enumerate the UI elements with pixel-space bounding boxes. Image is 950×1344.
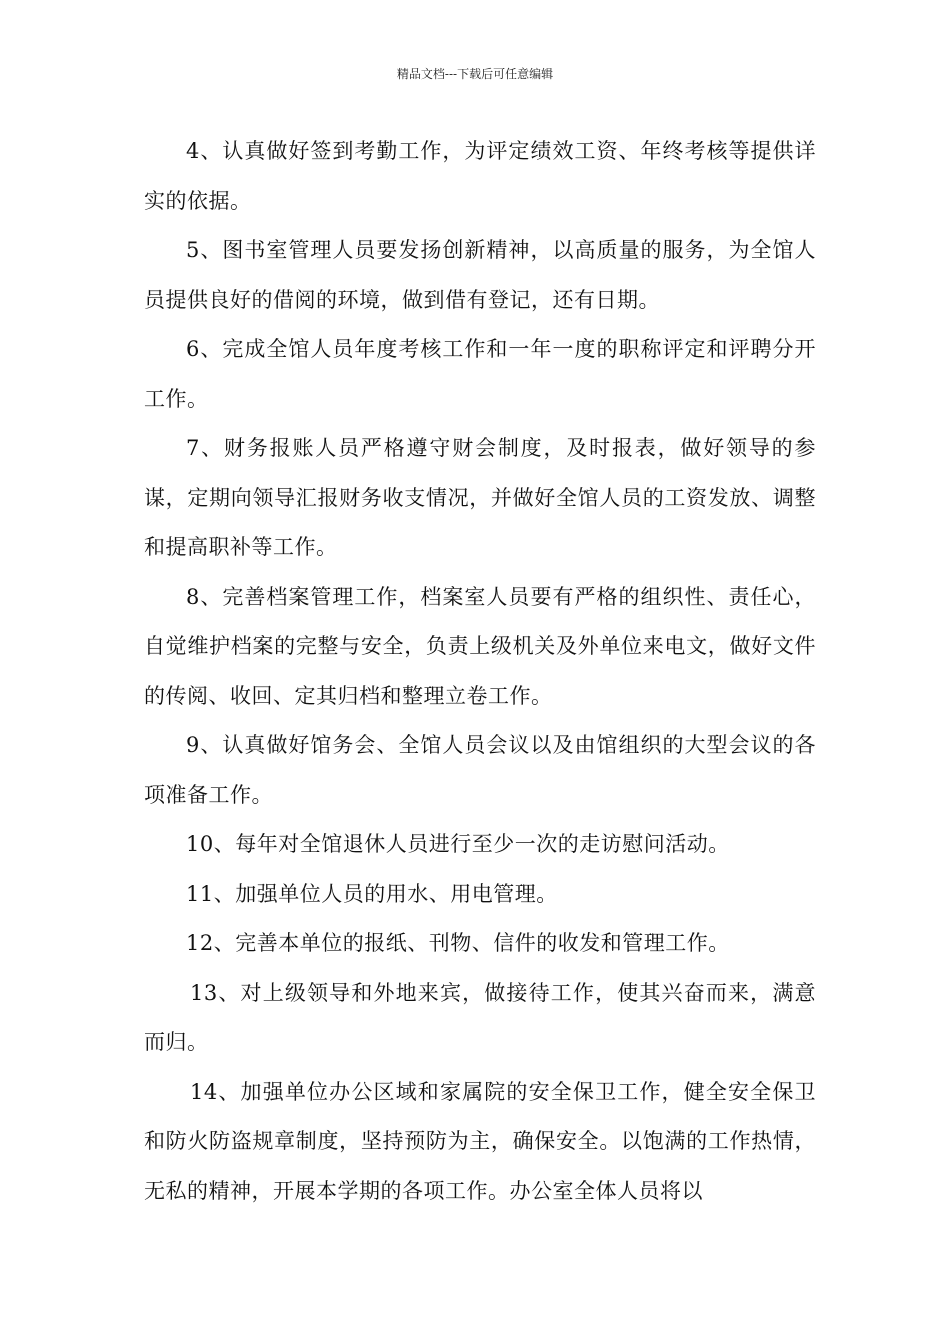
paragraph-item-9: 9、认真做好馆务会、全馆人员会议以及由馆组织的大型会议的各项准备工作。 (144, 733, 816, 807)
paragraph-item-10: 10、每年对全馆退休人员进行至少一次的走访慰问活动。 (186, 832, 730, 856)
paragraph-item-14: 14、加强单位办公区域和家属院的安全保卫工作，健全安全保卫和防火防盗规章制度，坚持预防为主，确保安全。以饱满的工作热情，无私的精神，开展本学期的各项工作。办公室全体人员将以 (144, 1079, 816, 1203)
paragraph-item-12: 12、完善本单位的报纸、刊物、信件的收发和管理工作。 (186, 931, 730, 955)
paragraph-item-6: 6、完成全馆人员年度考核工作和一年一度的职称评定和评聘分开工作。 (144, 337, 816, 411)
paragraph-item-7: 7、财务报账人员严格遵守财会制度，及时报表，做好领导的参谋，定期向领导汇报财务收支情况，并做好全馆人员的工资发放、调整和提高职补等工作。 (144, 436, 816, 559)
paragraph-item-11: 11、加强单位人员的用水、用电管理。 (186, 881, 558, 906)
paragraph-item-8: 8、完善档案管理工作，档案室人员要有严格的组织性、责任心，自觉维护档案的完整与安全，负责上级机关及外单位来电文，做好文件的传阅、收回、定其归档和整理立卷工作。 (144, 584, 816, 708)
paragraph-item-13: 13、对上级领导和外地来宾，做接待工作，使其兴奋而来，满意而归。 (144, 980, 816, 1054)
page-header: 精品文档---下载后可任意编辑 (396, 67, 554, 81)
document-body (144, 127, 816, 1216)
paragraph-item-5: 5、图书室管理人员要发扬创新精神，以高质量的服务，为全馆人员提供良好的借阅的环境，做到借有登记，还有日期。 (144, 238, 816, 312)
paragraph-item-4: 4、认真做好签到考勤工作，为评定绩效工资、年终考核等提供详实的依据。 (144, 139, 816, 213)
